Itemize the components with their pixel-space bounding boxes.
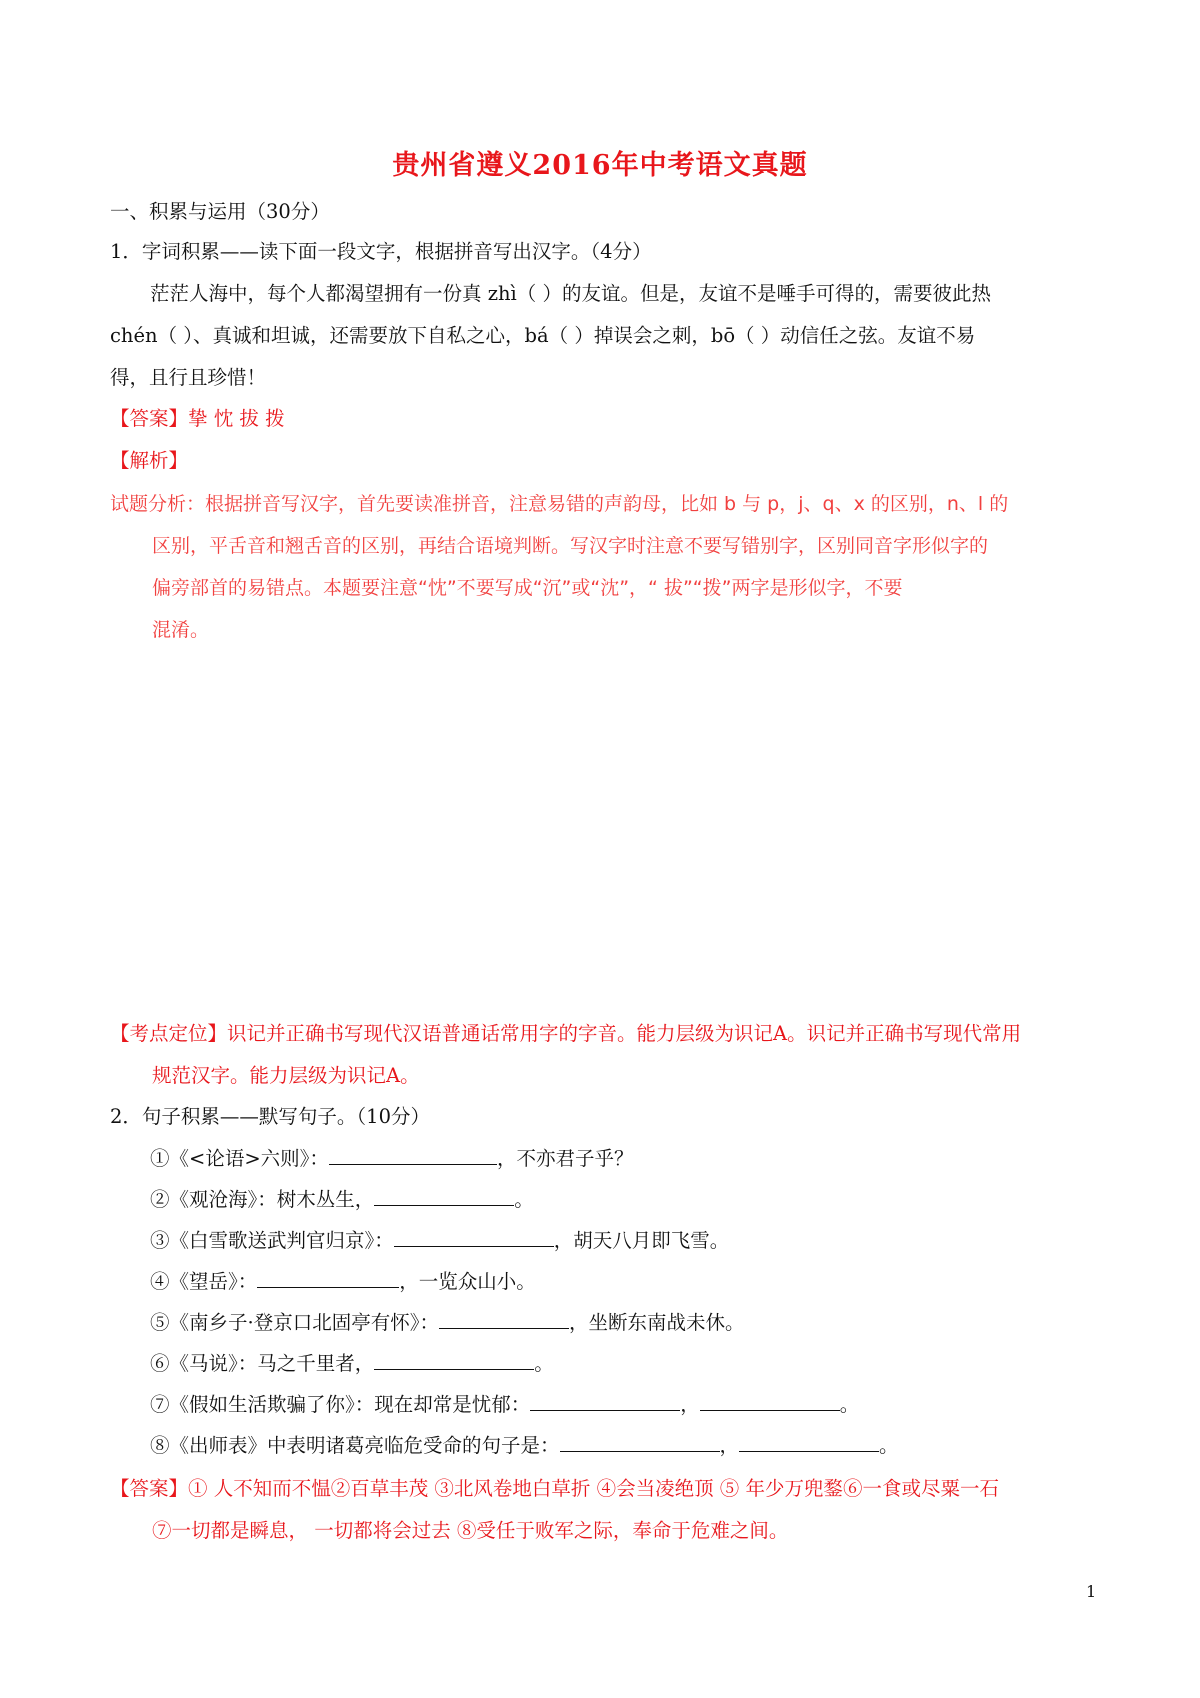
question-1-answer [110, 405, 285, 433]
page-number: 1 [1086, 1582, 1097, 1601]
key-point-line-2: 规范汉字。能力层级为识记A。 [152, 1064, 420, 1087]
key-point-line-1: 【考点定位】识记并正确书写现代汉语普通话常用字的字音。能力层级为识记A。识记并正确书写现代常用 [110, 1022, 1022, 1045]
answer-blank[interactable] [439, 1310, 569, 1329]
answer-blank[interactable] [394, 1228, 554, 1247]
question-1-passage-line-2: chén（ ）、真诚和坦诚，还需要放下自私之心，bá（ ）掉误会之刺，bō（ ）动信任之弦。友谊不易 [110, 324, 976, 347]
answer-blank[interactable] [374, 1187, 514, 1206]
question-1-prompt: 1．字词积累——读下面一段文字，根据拼音写出汉字。（4分） [110, 240, 652, 263]
key-point-label: 【考点定位】 [110, 1022, 228, 1045]
answer-text: 挚 忱 拔 拨 [188, 407, 285, 430]
answer-blank[interactable] [530, 1392, 680, 1411]
recitation-item: ②《观沧海》：树木丛生， 。 [150, 1188, 534, 1211]
answer-label: 【答案】 [110, 407, 189, 430]
question-2-answer-line-2: ⑦一切都是瞬息， 一切都将会过去 ⑧受任于败军之际，奉命于危难之间。 [152, 1519, 789, 1542]
question-1-passage-line-1: 茫茫人海中，每个人都渴望拥有一份真 zhì（ ）的友谊。但是，友谊不是唾手可得的，需要彼此热 [150, 282, 991, 305]
answer-blank[interactable] [257, 1269, 399, 1288]
question-1-passage-line-3: 得，且行且珍惜！ [110, 366, 267, 389]
recitation-item: ④《望岳》： ，一览众山小。 [150, 1270, 536, 1293]
answer-label: 【答案】 [110, 1477, 189, 1500]
recitation-item: ①《<论语>六则》： ，不亦君子乎？ [150, 1147, 634, 1170]
recitation-item: ⑤《南乡子·登京口北固亭有怀》： ，坐断东南战未休。 [150, 1311, 745, 1334]
question-2-answer-line-1: 【答案】① 人不知而不愠②百草丰茂 ③北风卷地白草折 ④会当凌绝顶 ⑤ 年少万兜鍪⑥一食或尽粟一石 [110, 1477, 1000, 1500]
analysis-line-4: 混淆。 [152, 619, 210, 641]
analysis-label: 【解析】 [110, 449, 189, 472]
recitation-item: ⑥《马说》：马之千里者， 。 [150, 1352, 554, 1375]
answer-blank[interactable] [560, 1433, 720, 1452]
answer-blank[interactable] [329, 1146, 497, 1165]
recitation-item: ③《白雪歌送武判官归京》： ，胡天八月即飞雪。 [150, 1229, 730, 1252]
answer-blank[interactable] [739, 1433, 879, 1452]
analysis-line-3: 偏旁部首的易错点。本题要注意“忱”不要写成“沉”或“沈”，“ 拔”“拨”两字是形似字，不要 [152, 577, 903, 599]
question-2-prompt: 2．句子积累——默写句子。（10分） [110, 1105, 430, 1128]
recitation-item: ⑦《假如生活欺骗了你》：现在却常是忧郁： ， 。 [150, 1393, 860, 1416]
analysis-line-2: 区别，平舌音和翘舌音的区别，再结合语境判断。写汉字时注意不要写错别字，区别同音字形似字的 [152, 535, 989, 557]
analysis-line-1: 试题分析：根据拼音写汉字，首先要读准拼音，注意易错的声韵母，比如 b 与 p，j、q、x 的区别，n、l 的 [110, 493, 1009, 515]
section-heading: 一、积累与运用（30分） [110, 200, 330, 223]
recitation-item: ⑧《出师表》中表明诸葛亮临危受命的句子是： ， 。 [150, 1434, 899, 1457]
answer-blank[interactable] [374, 1351, 534, 1370]
page-title: 贵州省遵义2016年中考语文真题 [392, 150, 808, 181]
answer-blank[interactable] [700, 1392, 840, 1411]
